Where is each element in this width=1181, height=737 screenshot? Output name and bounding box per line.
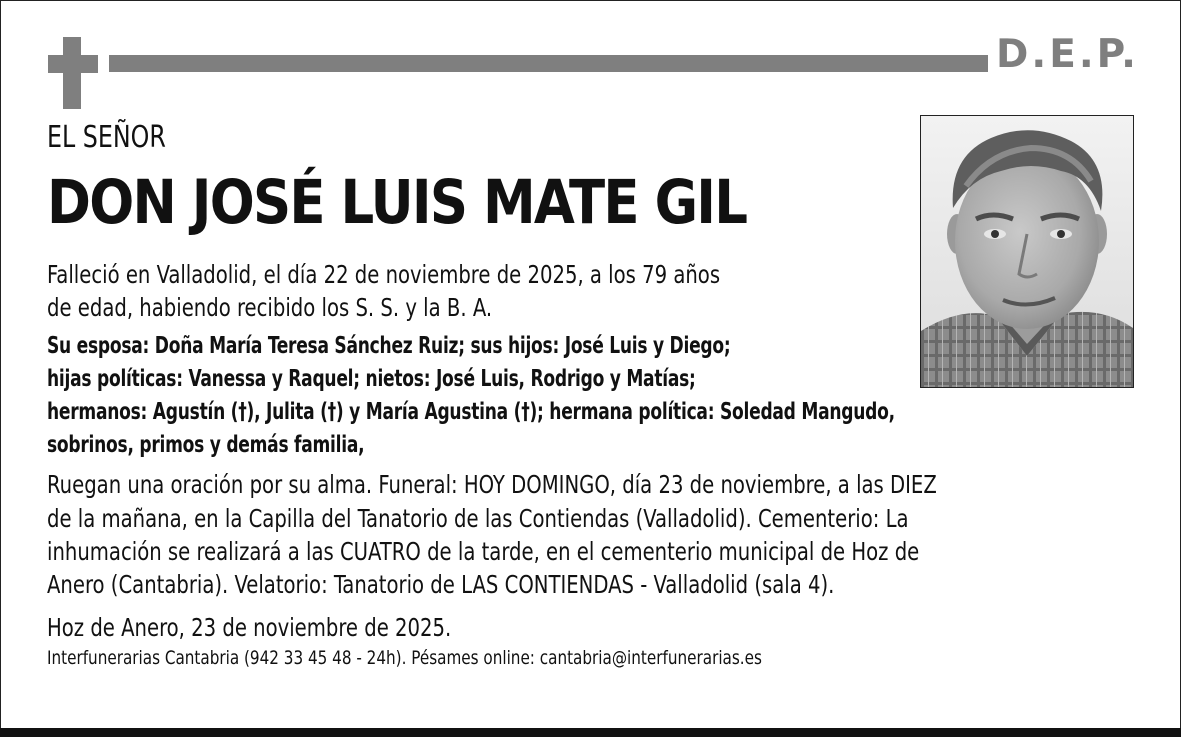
- death-line: de edad, habiendo recibido los S. S. y la B. A.: [47, 293, 493, 322]
- funeral-line: de la mañana, en la Capilla del Tanatorio de las Contiendas (Valladolid). Cementerio: La: [47, 504, 909, 533]
- funeral-home-info: Interfunerarias Cantabria (942 33 45 48 - 24h). Pésames online: cantabria@interfunerarias.es: [47, 647, 762, 669]
- bottom-rule: [0, 728, 1181, 737]
- family-line: hermanos: Agustín (†), Julita (†) y María Agustina (†); hermana política: Soledad Mangudo,: [47, 399, 895, 425]
- cross-icon: [63, 37, 81, 109]
- header-rule: [109, 55, 988, 72]
- funeral-line: Ruegan una oración por su alma. Funeral: HOY DOMINGO, día 23 de noviembre, a las DIEZ: [47, 470, 937, 499]
- family-line: Su esposa: Doña María Teresa Sánchez Ruiz; sus hijos: José Luis y Diego;: [47, 333, 731, 359]
- title-prefix: EL SEÑOR: [47, 120, 166, 155]
- funeral-line: Anero (Cantabria). Velatorio: Tanatorio de LAS CONTIENDAS - Valladolid (sala 4).: [47, 570, 835, 599]
- funeral-line: inhumación se realizará a las CUATRO de la tarde, en el cementerio municipal de Hoz de: [47, 537, 920, 566]
- deceased-photo: [920, 115, 1134, 388]
- place-date: Hoz de Anero, 23 de noviembre de 2025.: [47, 613, 452, 642]
- family-line: sobrinos, primos y demás familia,: [47, 432, 365, 458]
- dep-label: D.E.P.: [996, 32, 1139, 77]
- deceased-name: DON JOSÉ LUIS MATE GIL: [47, 167, 747, 238]
- family-line: hijas políticas: Vanessa y Raquel; nietos: José Luis, Rodrigo y Matías;: [47, 366, 696, 392]
- portrait-image: [921, 116, 1133, 387]
- death-line: Falleció en Valladolid, el día 22 de noviembre de 2025, a los 79 años: [47, 260, 721, 289]
- cross-icon-bar: [48, 55, 98, 73]
